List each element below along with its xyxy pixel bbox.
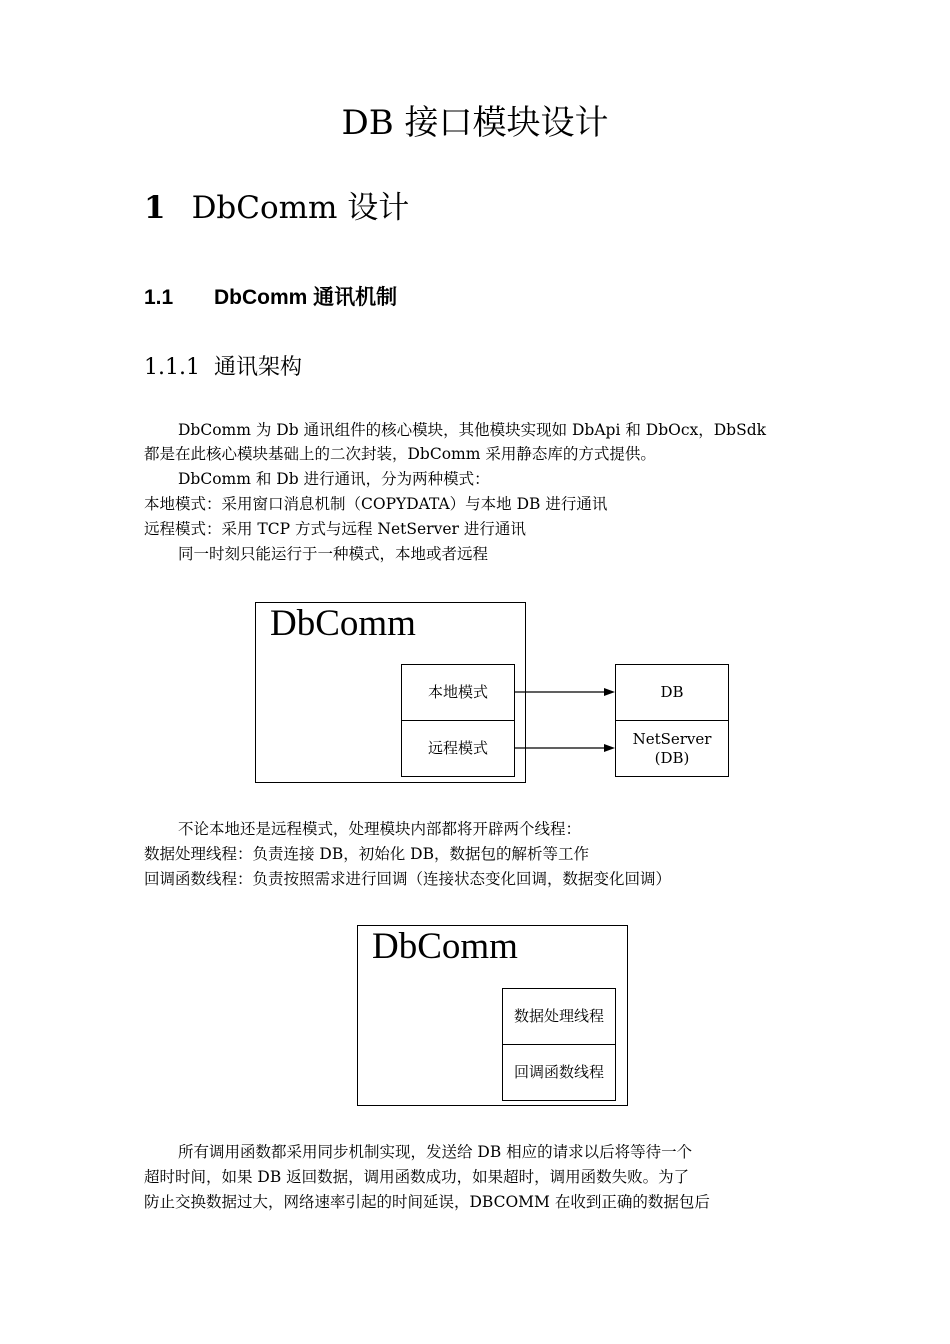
heading-text: DbComm 通讯机制 (214, 286, 398, 309)
document-title: DB 接口模块设计 (341, 103, 609, 143)
paragraph-local-mode: 本地模式：采用窗口消息机制（COPYDATA）与本地 DB 进行通讯 (144, 495, 608, 513)
netserver-label: NetServer (632, 729, 712, 748)
remote-to-netserver-arrowhead (604, 744, 615, 752)
paragraph-threads-intro: 不论本地还是远程模式，处理模块内部都将开辟两个线程： (178, 820, 582, 838)
callback-thread-box: 回调函数线程 (502, 1044, 616, 1101)
netserver-sublabel: (DB) (654, 748, 690, 767)
remote-mode-box: 远程模式 (401, 720, 515, 777)
db-box: DB (615, 664, 729, 721)
heading-number: 1 (144, 190, 166, 226)
heading-number: 1.1 (144, 286, 174, 309)
paragraph-intro-line-2: 都是在此核心模块基础上的二次封装，DbComm 采用静态库的方式提供。 (144, 445, 656, 463)
paragraph-sync-line-1: 所有调用函数都采用同步机制实现，发送给 DB 相应的请求以后将等待一个 (178, 1143, 693, 1161)
paragraph-data-thread: 数据处理线程：负责连接 DB，初始化 DB，数据包的解析等工作 (144, 845, 589, 863)
paragraph-sync-line-2: 超时时间，如果 DB 返回数据，调用函数成功，如果超时，调用函数失败。为了 (144, 1168, 690, 1186)
heading-text: 通讯架构 (213, 355, 302, 380)
paragraph-intro-line-1: DbComm 为 Db 通讯组件的核心模块，其他模块实现如 DbApi 和 DbOcx，DbSdk (178, 421, 767, 439)
local-to-db-arrowhead (604, 688, 615, 696)
paragraph-callback-thread: 回调函数线程：负责按照需求进行回调（连接状态变化回调，数据变化回调） (144, 870, 672, 888)
paragraph-modes-intro: DbComm 和 Db 进行通讯，分为两种模式： (178, 470, 490, 488)
paragraph-single-mode: 同一时刻只能运行于一种模式，本地或者远程 (178, 545, 489, 563)
data-thread-box: 数据处理线程 (502, 988, 616, 1045)
paragraph-remote-mode: 远程模式：采用 TCP 方式与远程 NetServer 进行通讯 (144, 520, 526, 538)
dbcomm-container-label: DbComm (270, 603, 416, 644)
dbcomm-container-label: DbComm (372, 926, 518, 967)
local-mode-box: 本地模式 (401, 664, 515, 721)
heading-number: 1.1.1 (144, 355, 200, 380)
heading-text: DbComm 设计 (191, 190, 410, 226)
paragraph-sync-line-3: 防止交换数据过大，网络速率引起的时间延误，DBCOMM 在收到正确的数据包后 (144, 1193, 710, 1211)
